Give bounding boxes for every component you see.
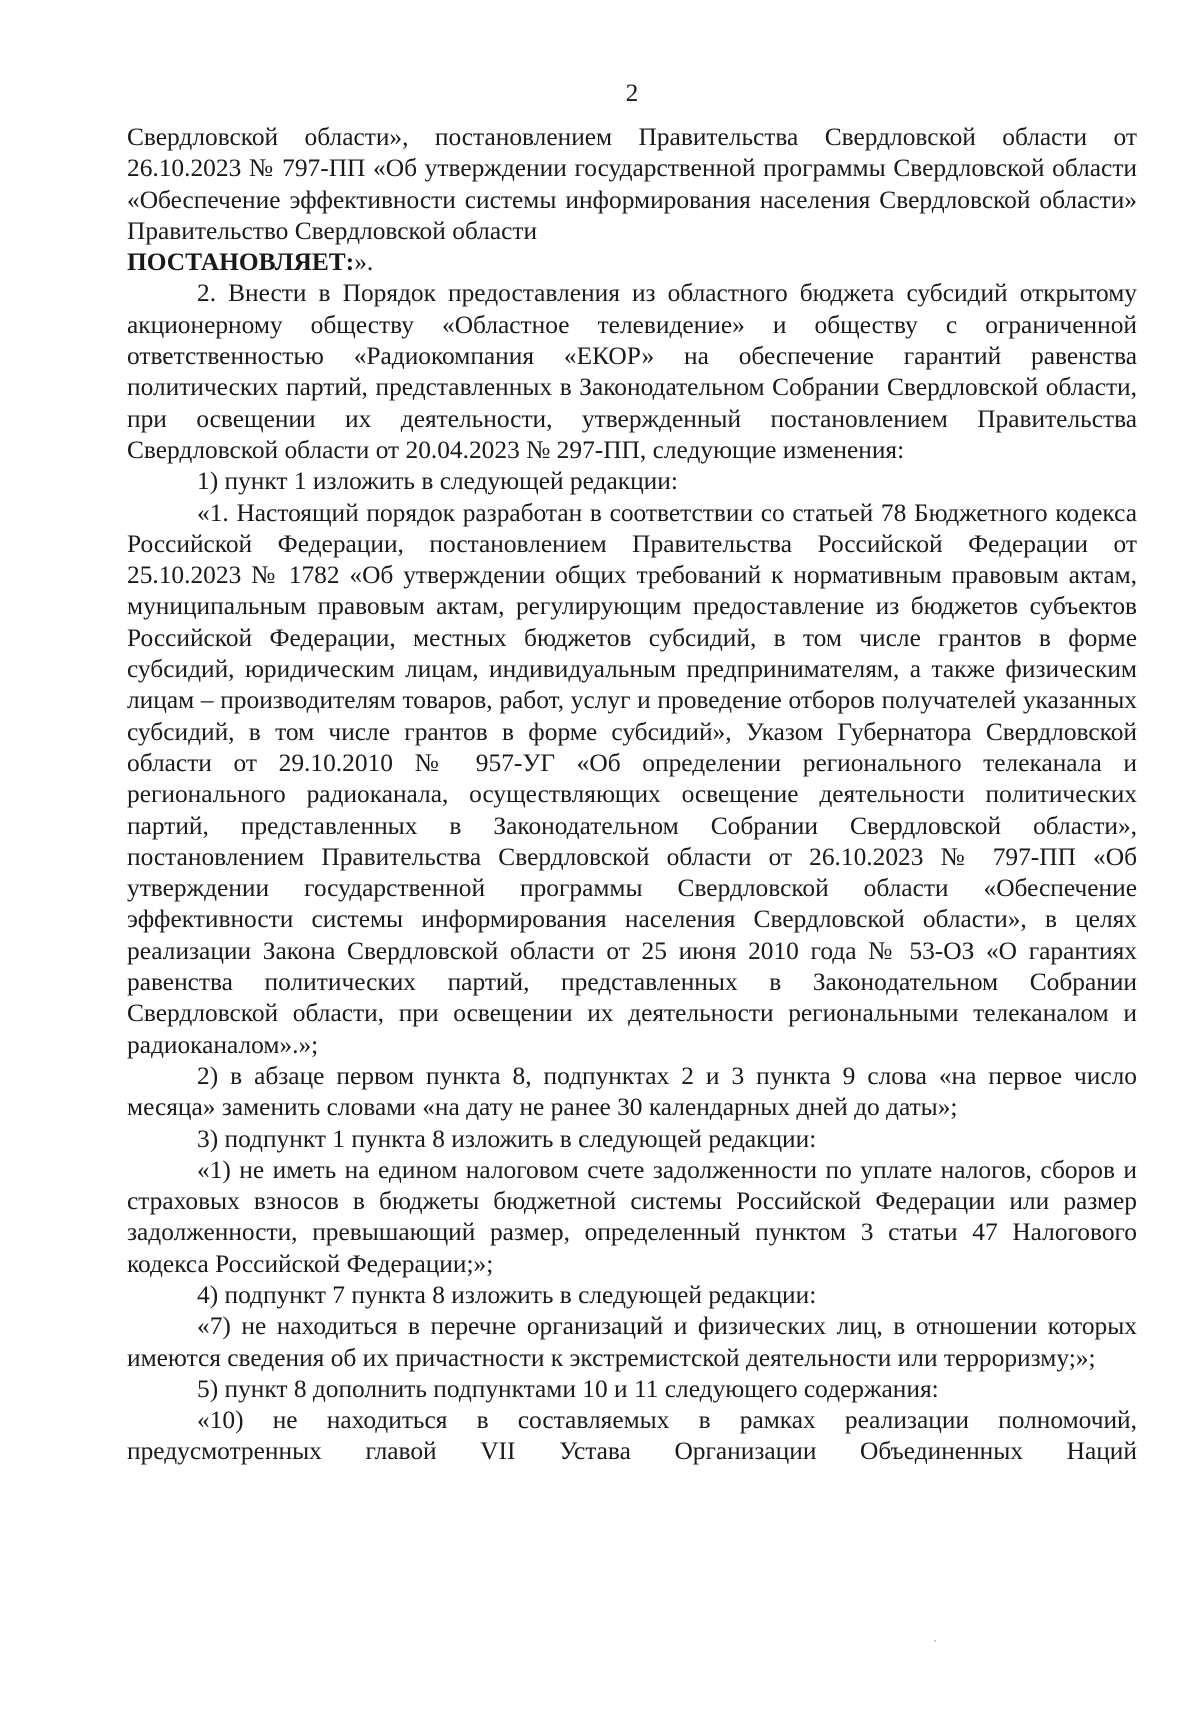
paragraph-subitem-1: 1) пункт 1 изложить в следующей редакции: — [197, 467, 678, 496]
paragraph-item-2: 2. Внести в Порядок предоставления из областного бюджета субсидий открытому акционерному обществу «Областное телевидение» и обществу с ограниченной ответственностью «Радиокомпания «ЕКОР» на обеспечение гарантий равенства политических партий, представленных в Законодательном Собрании Свердловской области, при освещении их деятельности, утвержденный постановлением Правительства Свердловской области от 20.04.2023 № 297-ПП, следующие изменения: — [127, 279, 1137, 464]
paragraph-subitem-5: 5) пункт 8 дополнить подпунктами 10 и 11 следующего содержания: — [197, 1374, 939, 1403]
page-number: 2 — [625, 79, 639, 107]
paragraph-subitem-4: 4) подпункт 7 пункта 8 изложить в следующей редакции: — [197, 1280, 817, 1309]
paragraph-continuation: Свердловской области», постановлением Правительства Свердловской области от 26.10.2023 № 797-ПП «Об утверждении государственной программы Свердловской области «Обеспечение эффективности системы информирования населения Свердловской области» Правительство Свердловской области — [127, 123, 1137, 245]
paragraph-subitem-3: 3) подпункт 1 пункта 8 изложить в следующей редакции: — [197, 1124, 817, 1153]
paragraph-quote-1: «1. Настоящий порядок разработан в соответствии со статьей 78 Бюджетного кодекса Российской Федерации, постановлением Правительства Российской Федерации от 25.10.2023 № 1782 «Об утверждении общих требований к нормативным правовым актам, муниципальным правовым актам, регулирующим предоставление из бюджетов субъектов Российской Федерации, местных бюджетов субсидий, в том числе грантов в форме субсидий, юридическим лицам, индивидуальным предпринимателям, а также физическим лицам – производителям товаров, работ, услуг и проведение отборов получателей указанных субсидий, в том числе грантов в форме субсидий», Указом Губернатора Свердловской области от 29.10.2010 № 957-УГ «Об определении регионального телеканала и регионального радиоканала, осуществляющих освещение деятельности политических партий, представленных в Законодательном Собрании Свердловской области», постановлением Правительства Свердловской области от 26.10.2023 № 797-ПП «Об утверждении государственной программы Свердловской области «Обеспечение эффективности системы информирования населения Свердловской области», в целях реализации Закона Свердловской области от 25 июня 2010 года № 53-ОЗ «О гарантиях равенства политических партий, представленных в Законодательном Собрании Свердловской области, при освещении их деятельности региональными телеканалом и радиоканалом».»; — [127, 498, 1137, 1059]
paragraph-quote-subitem-10: «10) не находиться в составляемых в рамках реализации полномочий, предусмотренных главой VII Устава Организации Объединенных Наций — [127, 1406, 1137, 1466]
document-body — [127, 122, 1137, 1468]
resolution-line — [127, 247, 1137, 278]
paragraph-subitem-2: 2) в абзаце первом пункта 8, подпунктах 2 и 3 пункта 9 слова «на первое число месяца» заменить словами «на дату не ранее 30 календарных дней до даты»; — [127, 1061, 1137, 1122]
resolution-keyword: ПОСТАНОВЛЯЕТ: — [127, 248, 355, 277]
paragraph-quote-subitem-7: «7) не находиться в перечне организаций и физических лиц, в отношении которых имеются сведения об их причастности к экстремистской деятельности или терроризму;»; — [127, 1312, 1137, 1372]
paragraph-quote-subitem-1: «1) не иметь на едином налоговом счете задолженности по уплате налогов, сборов и страховых взносов в бюджеты бюджетной системы Российской Федерации или размер задолженности, превышающий размер, определенный пунктом 3 статьи 47 Налогового кодекса Российской Федерации;»; — [127, 1155, 1137, 1278]
scan-speck — [934, 1640, 936, 1642]
resolution-tail: ». — [354, 248, 374, 277]
